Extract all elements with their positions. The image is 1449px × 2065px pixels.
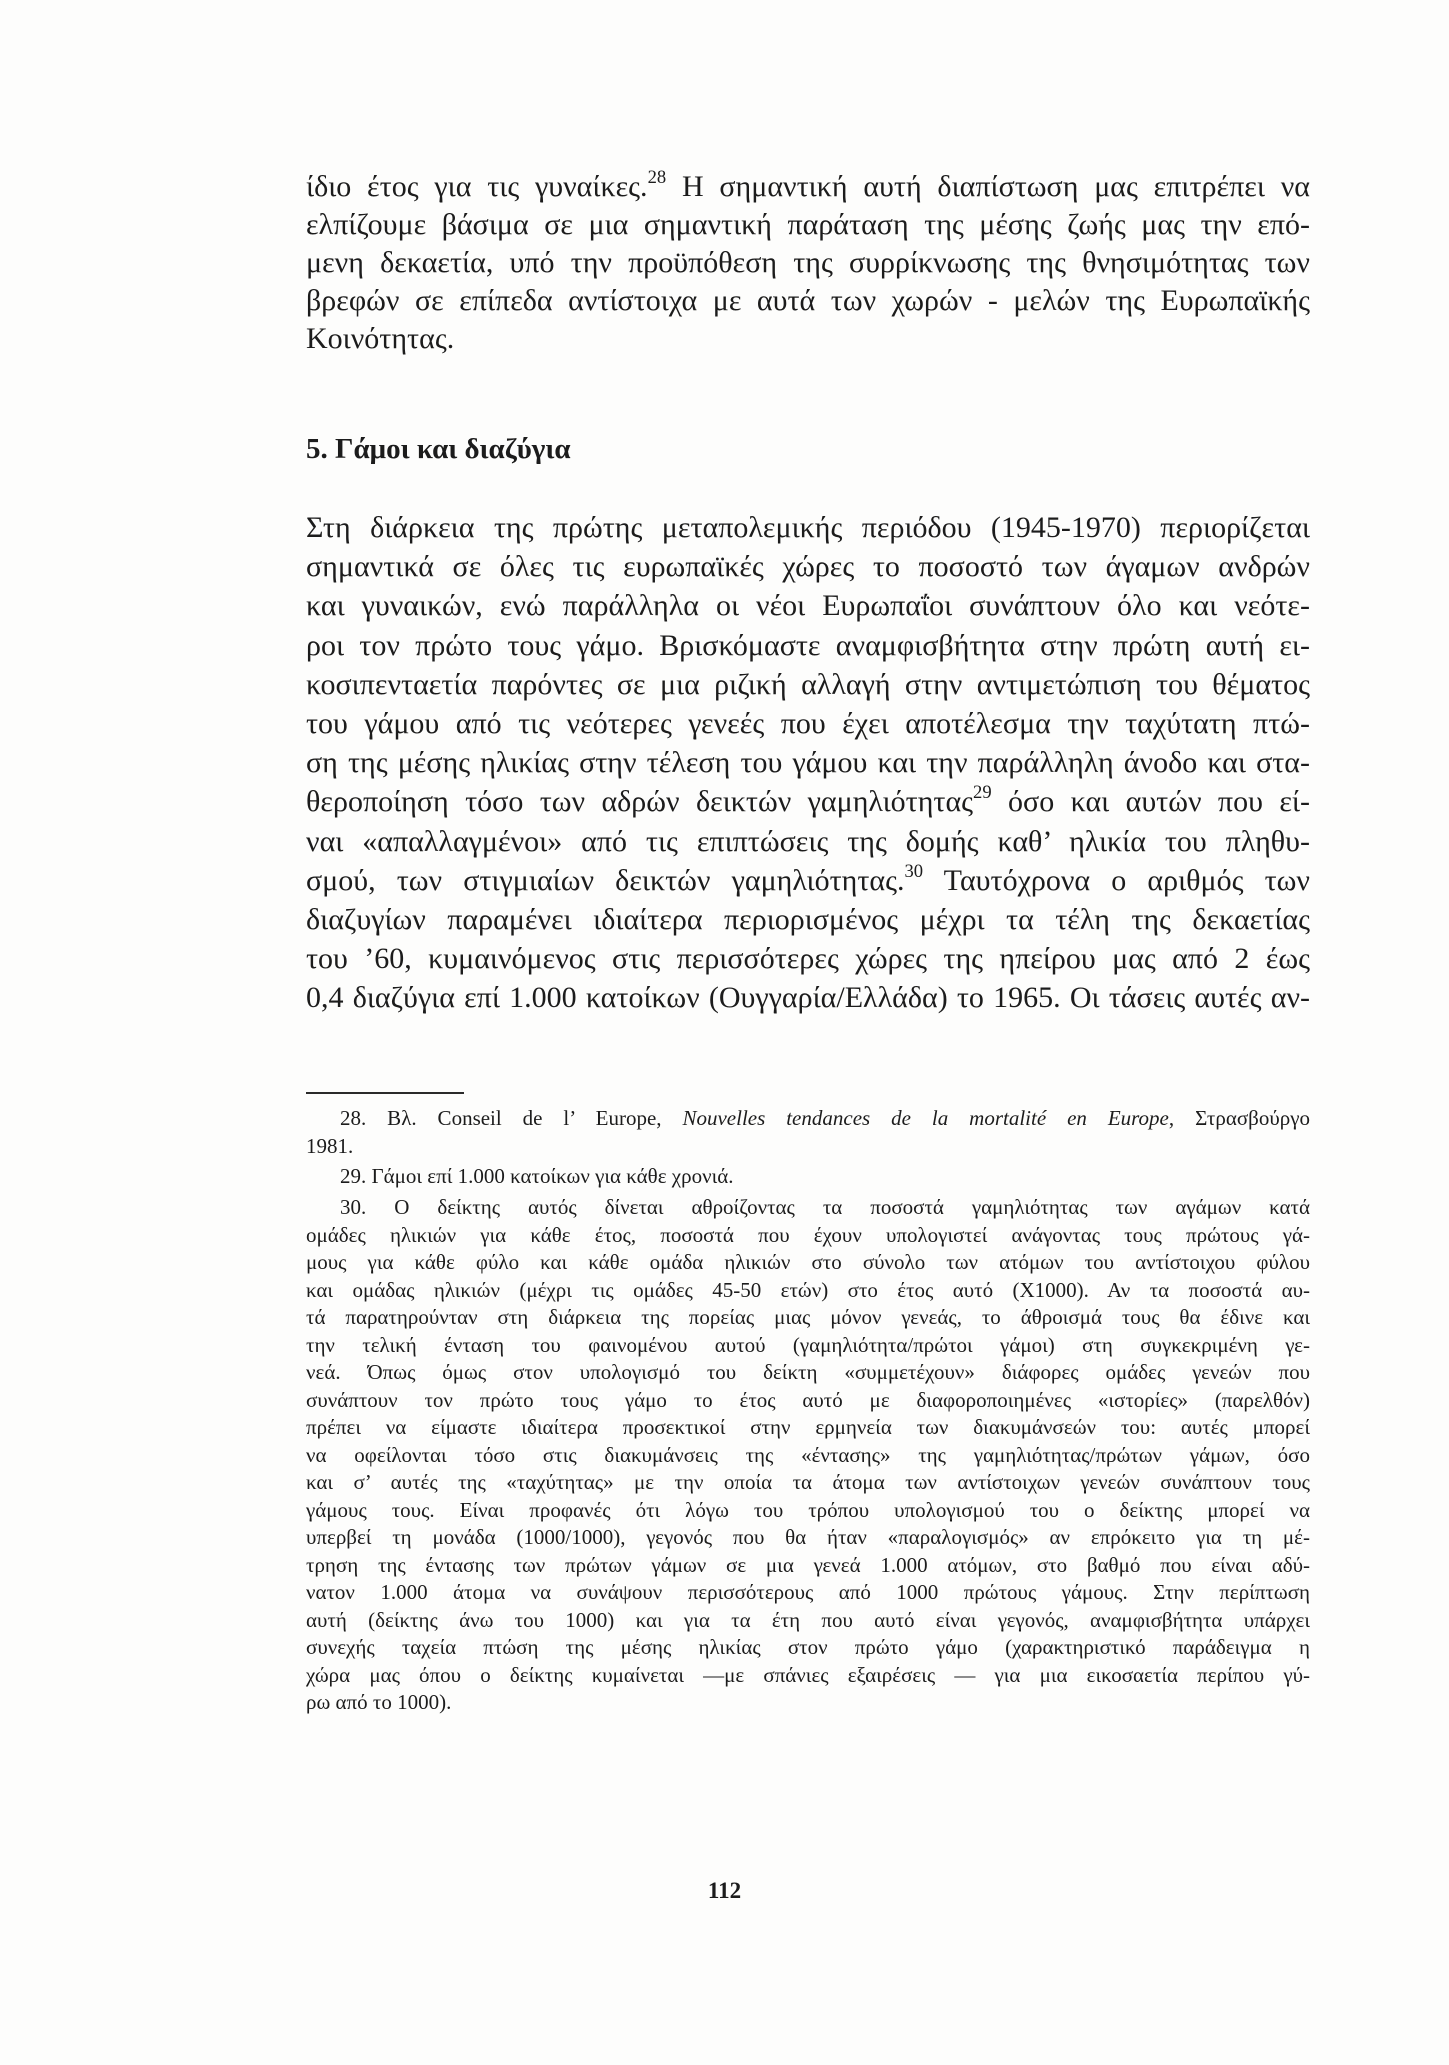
text-line: σμού, των στιγμιαίων δεικτών γαμηλιότητας.$^{30}$ Ταυτόχρονα ο αριθμός των <box>306 860 1310 897</box>
footnote-line: αυτή (δείκτης άνω του 1000) και για τα έτη που αυτό είναι γεγονός, αναμφισβήτητα υπάρχει <box>306 1607 1310 1632</box>
page-number: 112 <box>707 1878 742 1903</box>
paragraph-life-expectancy <box>306 168 1310 358</box>
footnote-28 <box>306 1105 1310 1160</box>
text-line: μενη δεκαετία, υπό την προϋπόθεση της συρρίκνωσης της θνησιμότητας των <box>306 246 1310 279</box>
footnote-line: 1981. <box>306 1133 354 1158</box>
footnote-line: και ομάδας ηλικιών (μέχρι τις ομάδες 45-50 ετών) στο έτος αυτό (Χ1000). Αν τα ποσοστά αυ- <box>306 1277 1310 1302</box>
text-line: και γυναικών, ενώ παράλληλα οι νέοι Ευρωπαΐοι συνάπτουν όλο και νεότε- <box>306 589 1310 623</box>
text-line: ελπίζουμε βάσιμα σε μια σημαντική παράταση της μέσης ζωής μας την επό- <box>306 208 1310 241</box>
footnote-line: νεά. Όπως όμως στον υπολογισμό του δείκτη «συμμετέχουν» διάφορες ομάδες γενεών που <box>306 1360 1310 1384</box>
footnote-line: νατον 1.000 άτομα να συνάψουν περισσότερους από 1000 πρώτους γάμους. Στην περίπτωση <box>306 1580 1310 1604</box>
footnote-line: να οφείλονται τόσο στις διακυμάνσεις της «έντασης» της γαμηλιότητας/πρώτων γάμων, όσο <box>306 1442 1310 1467</box>
text-line: ίδιο έτος για τις γυναίκες.$^{28}$ Η σημαντική αυτή διαπίστωση μας επιτρέπει να <box>306 166 1310 203</box>
footnote-29 <box>306 1163 1310 1191</box>
footnote-ref-28[interactable]: 28 <box>647 166 667 188</box>
text-line: θεροποίηση τόσο των αδρών δεικτών γαμηλιότητας$^{29}$ όσο και αυτών που εί- <box>306 782 1310 819</box>
section-heading: 5. Γάμοι και διαζύγια <box>306 433 571 465</box>
footnote-line: συνεχής ταχεία πτώση της μέσης ηλικίας στον πρώτο γάμο (χαρακτηριστικό παράδειγμα η <box>306 1635 1310 1659</box>
footnote-30 <box>306 1194 1310 1717</box>
footnote-ref-30[interactable]: 30 <box>904 860 924 882</box>
footnote-line: 28. Βλ. Conseil de l’ Europe, Nouvelles tendances de la mortalité en Europe, Στρασβούργο <box>340 1106 1311 1130</box>
text-line: κοσιπενταετία παρόντες σε μια ριζική αλλαγή στην αντιμετώπιση του θέματος <box>306 667 1310 701</box>
footnote-line: ρω από το 1000). <box>306 1690 452 1714</box>
text-line: Κοινότητας. <box>306 322 455 355</box>
paragraph-marriages-divorces <box>306 508 1310 1018</box>
footnote-line: 29. Γάμοι επί 1.000 κατοίκων για κάθε χρονιά. <box>340 1164 734 1188</box>
footnote-line: γάμους τους. Είναι προφανές ότι λόγω του τρόπου υπολογισμού του ο δείκτης μπορεί να <box>306 1497 1310 1522</box>
text-line: ση της μέσης ηλικίας στην τέλεση του γάμου και την παράλληλη άνοδο και στα- <box>306 746 1310 780</box>
text-line: του ’60, κυμαινόμενος στις περισσότερες χώρες της ηπείρου μας από 2 έως <box>306 942 1310 976</box>
text-line: βρεφών σε επίπεδα αντίστοιχα με αυτά των χωρών - μελών της Ευρωπαϊκής <box>306 284 1310 317</box>
text-line: διαζυγίων παραμένει ιδιαίτερα περιορισμένος μέχρι τα τέλη της δεκαετίας <box>306 903 1310 937</box>
text-line: Στη διάρκεια της πρώτης μεταπολεμικής περιόδου (1945-1970) περιορίζεται <box>306 511 1310 544</box>
footnote-line: τρηση της έντασης των πρώτων γάμων σε μια γενεά 1.000 ατόμων, στο βαθμό που είναι αδύ- <box>306 1552 1310 1577</box>
footnote-separator <box>306 1092 464 1094</box>
footnote-line: πρέπει να είμαστε ιδιαίτερα προσεκτικοί στην ερμηνεία των διακυμάνσεών του: αυτές μπορεί <box>306 1415 1310 1439</box>
footnote-line: υπερβεί τη μονάδα (1000/1000), γεγονός που θα ήταν «παραλογισμός» αν επρόκειτο για τη μέ- <box>306 1525 1310 1549</box>
cited-work-title: Nouvelles tendances de la mortalité en Europe <box>682 1106 1169 1130</box>
footnote-line: 30. Ο δείκτης αυτός δίνεται αθροίζοντας τα ποσοστά γαμηλιότητας των αγάμων κατά <box>340 1195 1310 1219</box>
footnote-line: ομάδες ηλικιών για κάθε έτος, ποσοστά που έχουν υπολογιστεί ανάγοντας τους πρώτους γά- <box>306 1222 1310 1247</box>
footnote-line: συνάπτουν τον πρώτο τους γάμο το έτος αυτό με διαφοροποιημένες «ιστορίες» (παρελθόν) <box>306 1387 1310 1412</box>
footnote-line: μους για κάθε φύλο και κάθε ομάδα ηλικιών στο σύνολο των ατόμων του αντίστοιχου φύλου <box>306 1250 1310 1274</box>
text-line: ροι τον πρώτο τους γάμο. Βρισκόμαστε αναμφισβήτητα στην πρώτη αυτή ει- <box>306 628 1310 662</box>
text-line: σημαντικά σε όλες τις ευρωπαϊκές χώρες το ποσοστό των άγαμων ανδρών <box>306 550 1310 584</box>
footnote-line: τά παρατηρούνταν στη διάρκεια της πορείας μιας μόνον γενεάς, το άθροισμά τους θα έδινε και <box>306 1305 1310 1329</box>
text-line: του γάμου από τις νεότερες γενεές που έχει αποτέλεσμα την ταχύτατη πτώ- <box>306 707 1310 741</box>
footnote-line: χώρα μας όπου ο δείκτης κυμαίνεται —με σπάνιες εξαιρέσεις — για μια εικοσαετία περίπου γύ- <box>306 1662 1310 1687</box>
text-line: ναι «απαλλαγμένοι» από τις επιπτώσεις της δομής καθ’ ηλικία του πληθυ- <box>306 824 1310 858</box>
footnote-ref-29[interactable]: 29 <box>973 782 992 804</box>
footnote-line: και σ’ αυτές της «ταχύτητας» με την οποία τα άτομα των αντίστοιχων γενεών συνάπτουν τους <box>306 1470 1310 1494</box>
footnote-line: την τελική ένταση του φαινομένου αυτού (γαμηλιότητα/πρώτοι γάμοι) στη συγκεκριμένη γε- <box>306 1332 1310 1357</box>
text-line: 0,4 διαζύγια επί 1.000 κατοίκων (Ουγγαρία/Ελλάδα) το 1965. Οι τάσεις αυτές αν- <box>306 981 1310 1015</box>
